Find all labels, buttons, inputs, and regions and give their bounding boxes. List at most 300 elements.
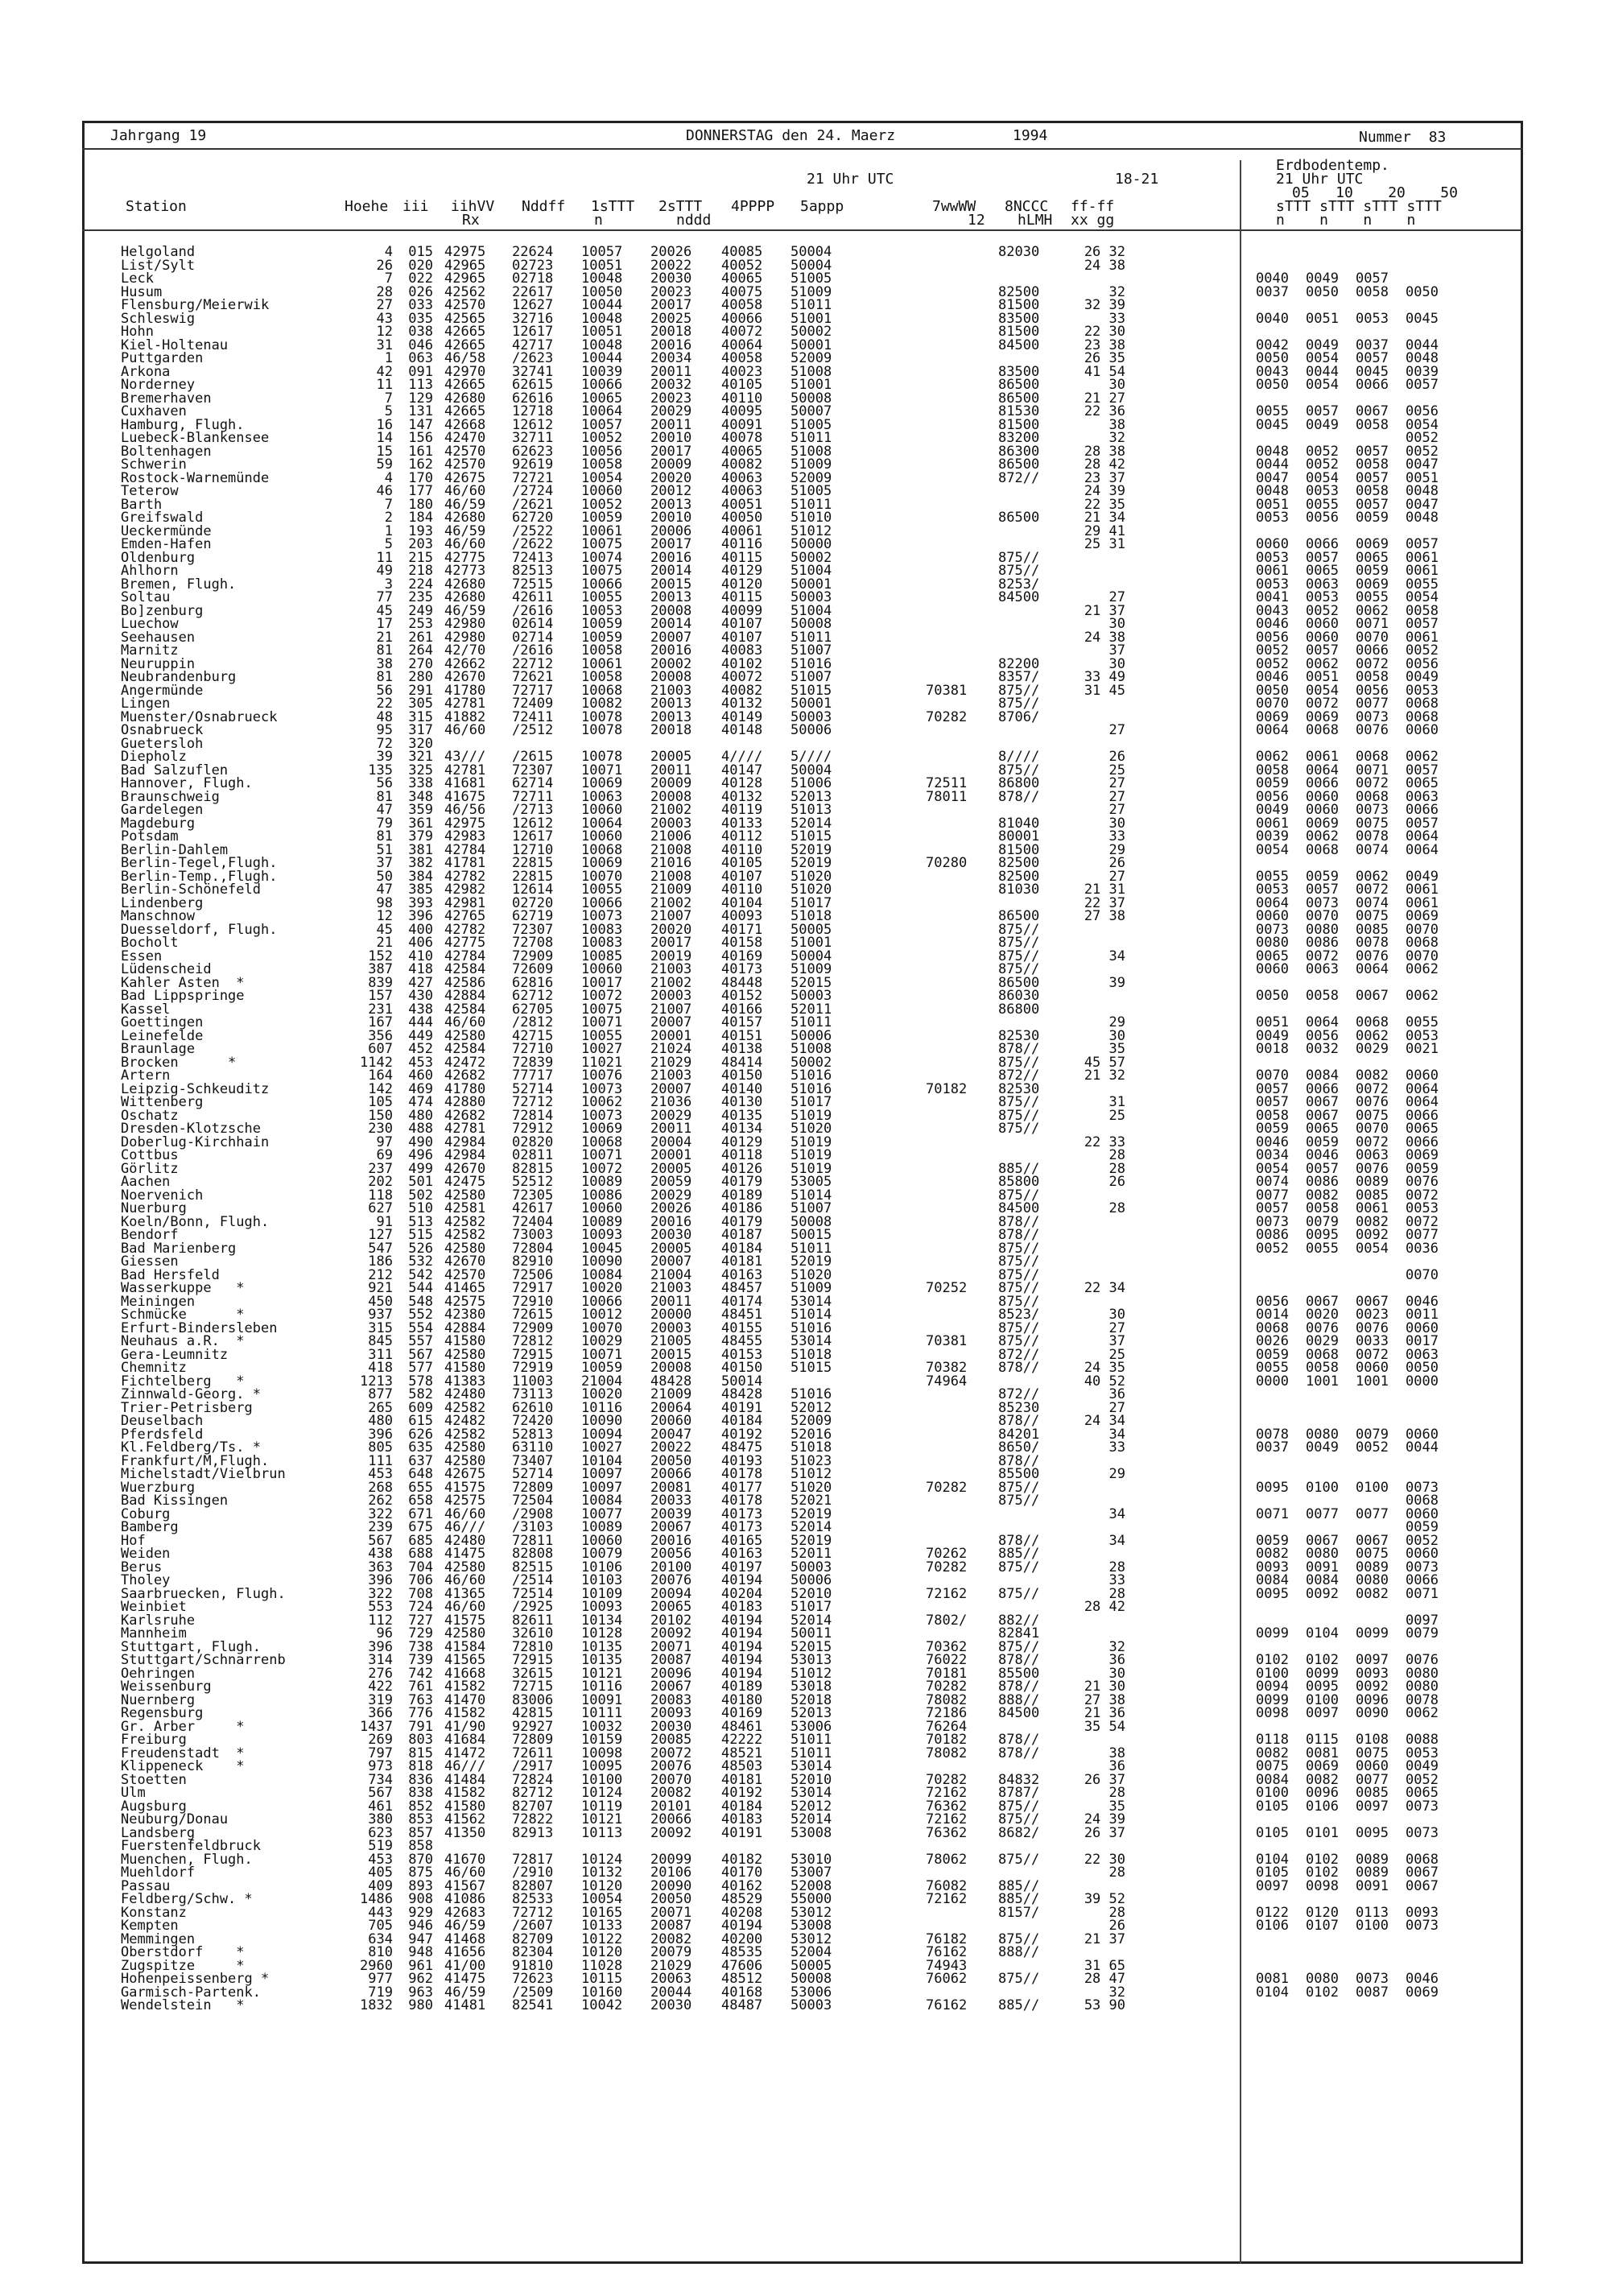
cell-soil-20: 0072 bbox=[1356, 882, 1389, 898]
col-nddff: Nddff bbox=[522, 198, 566, 215]
cell-soil-50: 0044 bbox=[1406, 337, 1439, 353]
cell-sappp: 51016 bbox=[791, 1080, 832, 1097]
utc18-label: 18-21 bbox=[1115, 171, 1159, 188]
cell-nccc: 875// bbox=[998, 1240, 1040, 1257]
cell-pppp: 40157 bbox=[721, 1014, 763, 1030]
cell-iii: 480 bbox=[408, 1107, 433, 1124]
cell-sappp: 52018 bbox=[791, 1691, 832, 1708]
cell-iii: 815 bbox=[408, 1745, 433, 1761]
cell-ttt2: 20000 bbox=[650, 1307, 692, 1323]
cell-ff: 29 bbox=[1108, 1466, 1125, 1482]
cell-station-name: Oschatz bbox=[121, 1107, 179, 1124]
cell-iihvv: 42965 bbox=[444, 270, 486, 287]
cell-ttt2: 20044 bbox=[650, 1984, 692, 2001]
cell-iii: 359 bbox=[408, 802, 433, 818]
cell-iihvv: 46/59 bbox=[444, 496, 486, 513]
cell-hoehe: 97 bbox=[376, 1134, 393, 1150]
cell-soil-50: 0056 bbox=[1406, 655, 1439, 672]
cell-ttt1: 10039 bbox=[581, 363, 623, 380]
cell-ttt1: 10066 bbox=[581, 377, 623, 393]
cell-hoehe: 269 bbox=[368, 1732, 393, 1748]
cell-nccc: 86800 bbox=[998, 775, 1040, 791]
cell-ff: 28 bbox=[1108, 1147, 1125, 1163]
cell-soil-10: 0049 bbox=[1306, 1439, 1339, 1456]
cell-nccc: 81530 bbox=[998, 403, 1040, 419]
cell-ttt1: 10095 bbox=[581, 1758, 623, 1774]
cell-soil-50: 0061 bbox=[1406, 882, 1439, 898]
cell-soil-50: 0065 bbox=[1406, 1785, 1439, 1801]
cell-iihvv: 42570 bbox=[444, 456, 486, 473]
cell-soil-10: 0068 bbox=[1306, 841, 1339, 858]
cell-hoehe: 387 bbox=[368, 961, 393, 977]
cell-sappp: 52013 bbox=[791, 1705, 832, 1721]
cell-station-name: Michelstadt/Vielbrun bbox=[121, 1466, 286, 1482]
cell-wwww: 72511 bbox=[926, 775, 968, 791]
cell-nddff: 12617 bbox=[512, 828, 554, 844]
cell-iii: 469 bbox=[408, 1080, 433, 1097]
cell-iii: 929 bbox=[408, 1904, 433, 1921]
cell-iii: 875 bbox=[408, 1864, 433, 1881]
cell-ff: 28 bbox=[1108, 1559, 1125, 1575]
cell-nddff: 32615 bbox=[512, 1665, 554, 1682]
cell-station-name: Husum bbox=[121, 283, 163, 300]
cell-hoehe: 845 bbox=[368, 1333, 393, 1349]
cell-soil-50: 0080 bbox=[1406, 1665, 1439, 1682]
cell-iii: 724 bbox=[408, 1599, 433, 1615]
cell-iihvv: 42982 bbox=[444, 882, 486, 898]
cell-nddff: 62712 bbox=[512, 988, 554, 1004]
cell-nccc: 875// bbox=[998, 1333, 1040, 1349]
cell-soil-20: 0057 bbox=[1356, 469, 1389, 486]
cell-nddff: /2512 bbox=[512, 722, 554, 738]
cell-iii: 567 bbox=[408, 1346, 433, 1363]
cell-nddff: /2622 bbox=[512, 536, 554, 552]
cell-ttt2: 20082 bbox=[650, 1785, 692, 1801]
cell-soil-50: 0060 bbox=[1406, 1319, 1439, 1336]
cell-nccc: 875// bbox=[998, 1319, 1040, 1336]
cell-ttt2: 20047 bbox=[650, 1426, 692, 1443]
cell-sappp: 52009 bbox=[791, 1413, 832, 1429]
cell-soil-20: 0060 bbox=[1356, 1360, 1389, 1376]
cell-sappp: 53007 bbox=[791, 1864, 832, 1881]
cell-ttt2: 20016 bbox=[650, 549, 692, 566]
cell-nddff: 73407 bbox=[512, 1452, 554, 1469]
cell-ff: 33 bbox=[1108, 1572, 1125, 1588]
cell-soil-05: 0071 bbox=[1256, 1505, 1289, 1522]
cell-nddff: 62616 bbox=[512, 390, 554, 407]
cell-pppp: 40107 bbox=[721, 616, 763, 632]
cell-ttt2: 20011 bbox=[650, 363, 692, 380]
cell-nddff: 62623 bbox=[512, 443, 554, 460]
cell-sappp: 51019 bbox=[791, 1134, 832, 1150]
cell-nddff: 82910 bbox=[512, 1253, 554, 1270]
cell-hoehe: 56 bbox=[376, 775, 393, 791]
cell-sappp: 51023 bbox=[791, 1452, 832, 1469]
cell-soil-10: 0067 bbox=[1306, 1094, 1339, 1110]
cell-nddff: /2607 bbox=[512, 1918, 554, 1934]
cell-ttt1: 10059 bbox=[581, 1360, 623, 1376]
cell-wwww: 70262 bbox=[926, 1546, 968, 1562]
cell-nccc: 81040 bbox=[998, 815, 1040, 832]
cell-pppp: 40191 bbox=[721, 1399, 763, 1416]
cell-iihvv: 42970 bbox=[444, 363, 486, 380]
cell-ff: 36 bbox=[1108, 1386, 1125, 1402]
cell-wwww: 70282 bbox=[926, 1771, 968, 1788]
cell-ff: 34 bbox=[1108, 1532, 1125, 1549]
cell-station-name: Ueckermünde bbox=[121, 522, 212, 539]
cell-soil-20: 0067 bbox=[1356, 988, 1389, 1004]
cell-iii: 803 bbox=[408, 1732, 433, 1748]
cell-ttt1: 10104 bbox=[581, 1452, 623, 1469]
cell-pppp: 40194 bbox=[721, 1652, 763, 1668]
cell-pppp: 40192 bbox=[721, 1426, 763, 1443]
cell-ttt1: 10057 bbox=[581, 416, 623, 433]
cell-iihvv: 42582 bbox=[444, 1213, 486, 1230]
cell-hoehe: 1 bbox=[384, 522, 393, 539]
cell-ttt1: 10079 bbox=[581, 1546, 623, 1562]
cell-hoehe: 311 bbox=[368, 1346, 393, 1363]
cell-iihvv: 42773 bbox=[444, 563, 486, 579]
cell-station-name: Marnitz bbox=[121, 642, 179, 659]
cell-station-name: Wuerzburg bbox=[121, 1479, 196, 1496]
cell-ff: 25 bbox=[1108, 1346, 1125, 1363]
cell-soil-20: 0089 bbox=[1356, 1559, 1389, 1575]
cell-ff: 38 bbox=[1108, 1745, 1125, 1761]
cell-station-name: Berus bbox=[121, 1559, 163, 1575]
cell-hoehe: 47 bbox=[376, 882, 393, 898]
col-1sttt: 1sTTT bbox=[591, 198, 635, 215]
cell-soil-20: 0029 bbox=[1356, 1041, 1389, 1057]
cell-soil-05: 0070 bbox=[1256, 696, 1289, 712]
cell-station-name: Mannheim bbox=[121, 1625, 187, 1641]
cell-iihvv: 41780 bbox=[444, 1080, 486, 1097]
cell-station-name: Soltau bbox=[121, 589, 171, 605]
cell-station-name: Neubrandenburg bbox=[121, 669, 237, 685]
cell-soil-05: 0055 bbox=[1256, 868, 1289, 885]
cell-station-name: Feldberg/Schw. * bbox=[121, 1891, 253, 1907]
cell-nccc: 86500 bbox=[998, 510, 1040, 526]
cell-iihvv: 46/59 bbox=[444, 522, 486, 539]
cell-soil-10: 0082 bbox=[1306, 1771, 1339, 1788]
cell-ff: 22 34 bbox=[1084, 1280, 1125, 1296]
cell-soil-10: 0080 bbox=[1306, 1971, 1339, 1987]
cell-iii: 317 bbox=[408, 722, 433, 738]
cell-sappp: 50006 bbox=[791, 722, 832, 738]
cell-ttt1: 10160 bbox=[581, 1984, 623, 2001]
cell-iii: 961 bbox=[408, 1957, 433, 1974]
cell-sappp: 52010 bbox=[791, 1771, 832, 1788]
cell-soil-05: 0053 bbox=[1256, 549, 1289, 566]
cell-iihvv: 41780 bbox=[444, 682, 486, 699]
cell-pppp: 40078 bbox=[721, 430, 763, 446]
cell-station-name: Stuttgart, Flugh. bbox=[121, 1638, 261, 1655]
cell-nddff: /2514 bbox=[512, 1572, 554, 1588]
cell-station-name: Tholey bbox=[121, 1572, 171, 1588]
cell-hoehe: 69 bbox=[376, 1147, 393, 1163]
cell-ff: 33 bbox=[1108, 310, 1125, 327]
cell-soil-05: 0082 bbox=[1256, 1745, 1289, 1761]
cell-soil-20: 0058 bbox=[1356, 483, 1389, 499]
cell-soil-05: 0075 bbox=[1256, 1758, 1289, 1774]
cell-hoehe: 22 bbox=[376, 696, 393, 712]
cell-station-name: Hof bbox=[121, 1532, 146, 1549]
cell-sappp: 52010 bbox=[791, 1585, 832, 1602]
cell-sappp: 52011 bbox=[791, 1001, 832, 1018]
cell-sappp: 51018 bbox=[791, 1346, 832, 1363]
cell-sappp: 51013 bbox=[791, 802, 832, 818]
cell-station-name: Koeln/Bonn, Flugh. bbox=[121, 1213, 270, 1230]
cell-station-name: Brocken * bbox=[121, 1054, 237, 1071]
cell-pppp: 40177 bbox=[721, 1479, 763, 1496]
cell-ttt2: 20059 bbox=[650, 1174, 692, 1190]
cell-nccc: 8//// bbox=[998, 749, 1040, 765]
cell-iii: 893 bbox=[408, 1877, 433, 1894]
cell-soil-10: 0073 bbox=[1306, 894, 1339, 911]
cell-nddff: 82611 bbox=[512, 1612, 554, 1629]
cell-iii: 962 bbox=[408, 1971, 433, 1987]
cell-ff: 26 bbox=[1108, 855, 1125, 871]
cell-soil-20: 0075 bbox=[1356, 815, 1389, 832]
cell-ttt2: 20026 bbox=[650, 1200, 692, 1216]
cell-iihvv: 42675 bbox=[444, 1466, 486, 1482]
cell-ff: 22 35 bbox=[1084, 496, 1125, 513]
cell-ttt1: 10073 bbox=[581, 1080, 623, 1097]
cell-nccc: 875// bbox=[998, 1054, 1040, 1071]
cell-soil-05: 0055 bbox=[1256, 1360, 1289, 1376]
cell-iihvv: 43/// bbox=[444, 749, 486, 765]
cell-ttt2: 20007 bbox=[650, 1080, 692, 1097]
cell-soil-20: 0068 bbox=[1356, 1014, 1389, 1030]
cell-hoehe: 1142 bbox=[360, 1054, 393, 1071]
cell-nddff: 72811 bbox=[512, 1532, 554, 1549]
cell-ttt1: 10054 bbox=[581, 469, 623, 486]
cell-wwww: 70282 bbox=[926, 1479, 968, 1496]
cell-ff: 29 bbox=[1108, 841, 1125, 858]
cell-nccc: 875// bbox=[998, 549, 1040, 566]
cell-sappp: 52019 bbox=[791, 855, 832, 871]
soil-depths: 05 10 20 50 bbox=[1292, 184, 1458, 201]
cell-iihvv: 42782 bbox=[444, 868, 486, 885]
cell-soil-10: 0064 bbox=[1306, 762, 1339, 778]
cell-soil-20: 0075 bbox=[1356, 1546, 1389, 1562]
cell-station-name: Puttgarden bbox=[121, 350, 204, 366]
cell-nddff: 72611 bbox=[512, 1745, 554, 1761]
cell-soil-10: 0068 bbox=[1306, 722, 1339, 738]
cell-soil-10: 0097 bbox=[1306, 1705, 1339, 1721]
cell-nddff: 82304 bbox=[512, 1944, 554, 1960]
col-4pppp: 4PPPP bbox=[731, 198, 775, 215]
cell-iihvv: 42965 bbox=[444, 257, 486, 274]
cell-soil-20: 0073 bbox=[1356, 1971, 1389, 1987]
cell-nddff: 72504 bbox=[512, 1493, 554, 1509]
cell-sappp: 51007 bbox=[791, 1200, 832, 1216]
cell-ttt2: 20005 bbox=[650, 1240, 692, 1257]
cell-ff: 28 bbox=[1108, 1160, 1125, 1177]
cell-station-name: Wendelstein * bbox=[121, 1997, 245, 2013]
cell-soil-05: 0062 bbox=[1256, 749, 1289, 765]
cell-sappp: 53008 bbox=[791, 1918, 832, 1934]
cell-station-name: Wasserkuppe * bbox=[121, 1280, 245, 1296]
cell-station-name: Görlitz bbox=[121, 1160, 179, 1177]
cell-iihvv: 42480 bbox=[444, 1386, 486, 1402]
cell-ff: 26 bbox=[1108, 749, 1125, 765]
cell-iihvv: 42683 bbox=[444, 1904, 486, 1921]
cell-soil-20: 0089 bbox=[1356, 1864, 1389, 1881]
cell-ff: 27 bbox=[1108, 1319, 1125, 1336]
cell-sappp: 50005 bbox=[791, 1957, 832, 1974]
cell-iihvv: 41465 bbox=[444, 1280, 486, 1296]
cell-nccc: 82500 bbox=[998, 283, 1040, 300]
cell-pppp: 40194 bbox=[721, 1638, 763, 1655]
cell-iii: 688 bbox=[408, 1546, 433, 1562]
cell-iii: 410 bbox=[408, 948, 433, 964]
cell-soil-10: 0059 bbox=[1306, 868, 1339, 885]
cell-hoehe: 461 bbox=[368, 1798, 393, 1815]
cell-ttt1: 10042 bbox=[581, 1997, 623, 2013]
cell-iihvv: 42472 bbox=[444, 1054, 486, 1071]
cell-ttt1: 10070 bbox=[581, 1319, 623, 1336]
cell-station-name: Berlin-Dahlem bbox=[121, 841, 229, 858]
cell-soil-50: 0053 bbox=[1406, 682, 1439, 699]
cell-soil-20: 0100 bbox=[1356, 1918, 1389, 1934]
cell-nccc: 878// bbox=[998, 1413, 1040, 1429]
cell-soil-10: 0064 bbox=[1306, 1014, 1339, 1030]
cell-sappp: 50001 bbox=[791, 337, 832, 353]
cell-nddff: 82541 bbox=[512, 1997, 554, 2013]
cell-nddff: 72910 bbox=[512, 1293, 554, 1310]
cell-soil-05: 0064 bbox=[1256, 894, 1289, 911]
cell-station-name: Braunschweig bbox=[121, 788, 220, 805]
cell-soil-05: 0050 bbox=[1256, 377, 1289, 393]
cell-ttt2: 21003 bbox=[650, 961, 692, 977]
soil-title: Erdbodentemp. bbox=[1276, 157, 1389, 174]
cell-wwww: 70181 bbox=[926, 1665, 968, 1682]
cell-iii: 396 bbox=[408, 908, 433, 924]
cell-ff: 35 54 bbox=[1084, 1718, 1125, 1735]
cell-iii: 203 bbox=[408, 536, 433, 552]
cell-hoehe: 28 bbox=[376, 283, 393, 300]
cell-station-name: Hohenpeissenberg * bbox=[121, 1971, 270, 1987]
cell-pppp: 40107 bbox=[721, 629, 763, 646]
cell-ttt1: 10055 bbox=[581, 589, 623, 605]
cell-pppp: 40184 bbox=[721, 1240, 763, 1257]
cell-nccc: 8157/ bbox=[998, 1904, 1040, 1921]
cell-ff: 27 bbox=[1108, 722, 1125, 738]
cell-iii: 908 bbox=[408, 1891, 433, 1907]
cell-sappp: 51015 bbox=[791, 828, 832, 844]
cell-pppp: 40128 bbox=[721, 775, 763, 791]
cell-soil-50: 0060 bbox=[1406, 1546, 1439, 1562]
cell-iii: 776 bbox=[408, 1705, 433, 1721]
cell-hoehe: 363 bbox=[368, 1559, 393, 1575]
cell-sappp: 52014 bbox=[791, 815, 832, 832]
cell-soil-20: 0068 bbox=[1356, 788, 1389, 805]
cell-nddff: 12617 bbox=[512, 324, 554, 340]
cell-station-name: Fichtelberg * bbox=[121, 1373, 245, 1390]
cell-soil-20: 0093 bbox=[1356, 1665, 1389, 1682]
cell-station-name: Goettingen bbox=[121, 1014, 204, 1030]
cell-ff: 31 45 bbox=[1084, 682, 1125, 699]
cell-station-name: Neuruppin bbox=[121, 655, 196, 672]
cell-nccc: 872// bbox=[998, 469, 1040, 486]
utc21-label: 21 Uhr UTC bbox=[807, 171, 894, 188]
cell-ttt1: 10073 bbox=[581, 1107, 623, 1124]
cell-pppp: 40075 bbox=[721, 283, 763, 300]
cell-iihvv: 42586 bbox=[444, 974, 486, 991]
cell-soil-50: 0060 bbox=[1406, 1426, 1439, 1443]
cell-ttt2: 20023 bbox=[650, 283, 692, 300]
cell-soil-50: 0047 bbox=[1406, 456, 1439, 473]
cell-sappp: 50003 bbox=[791, 988, 832, 1004]
cell-nccc: 875// bbox=[998, 1811, 1040, 1827]
cell-sappp: 51011 bbox=[791, 1732, 832, 1748]
cell-station-name: Hannover, Flugh. bbox=[121, 775, 253, 791]
cell-hoehe: 547 bbox=[368, 1240, 393, 1257]
cell-station-name: Bad Lippspringe bbox=[121, 988, 245, 1004]
cell-ttt2: 20018 bbox=[650, 324, 692, 340]
cell-ttt1: 10119 bbox=[581, 1798, 623, 1815]
cell-nddff: 72814 bbox=[512, 1107, 554, 1124]
cell-soil-05: 0045 bbox=[1256, 416, 1289, 433]
cell-ff: 24 38 bbox=[1084, 629, 1125, 646]
cell-ttt1: 10065 bbox=[581, 390, 623, 407]
cell-hoehe: 77 bbox=[376, 589, 393, 605]
cell-ttt2: 20020 bbox=[650, 921, 692, 938]
cell-ff: 26 37 bbox=[1084, 1771, 1125, 1788]
cell-soil-50: 0048 bbox=[1406, 510, 1439, 526]
cell-hoehe: 450 bbox=[368, 1293, 393, 1310]
cell-wwww: 70282 bbox=[926, 1679, 968, 1695]
cell-soil-20: 0057 bbox=[1356, 443, 1389, 460]
cell-nccc: 82530 bbox=[998, 1027, 1040, 1044]
cell-soil-10: 0057 bbox=[1306, 642, 1339, 659]
cell-nddff: 72615 bbox=[512, 1307, 554, 1323]
cell-station-name: Arkona bbox=[121, 363, 171, 380]
cell-hoehe: 43 bbox=[376, 310, 393, 327]
cell-iihvv: 46/// bbox=[444, 1519, 486, 1535]
cell-sappp: 51019 bbox=[791, 1160, 832, 1177]
cell-station-name: Bendorf bbox=[121, 1227, 179, 1243]
cell-soil-05: 0097 bbox=[1256, 1877, 1289, 1894]
cell-nccc: 882// bbox=[998, 1612, 1040, 1629]
cell-soil-05: 0055 bbox=[1256, 403, 1289, 419]
cell-pppp: 40132 bbox=[721, 696, 763, 712]
cell-ttt2: 20072 bbox=[650, 1745, 692, 1761]
cell-sappp: 52009 bbox=[791, 469, 832, 486]
cell-station-name: Hamburg, Flugh. bbox=[121, 416, 245, 433]
cell-soil-10: 0080 bbox=[1306, 1426, 1339, 1443]
cell-nddff: /2621 bbox=[512, 496, 554, 513]
cell-soil-50: 0070 bbox=[1406, 1266, 1439, 1283]
cell-ttt1: 10089 bbox=[581, 1174, 623, 1190]
cell-iihvv: 42980 bbox=[444, 629, 486, 646]
soil-sub: 21 Uhr UTC bbox=[1276, 171, 1364, 188]
cell-iihvv: 41582 bbox=[444, 1679, 486, 1695]
cell-ttt2: 20092 bbox=[650, 1625, 692, 1641]
cell-station-name: Artern bbox=[121, 1067, 171, 1084]
cell-ttt1: 10056 bbox=[581, 443, 623, 460]
cell-hoehe: 81 bbox=[376, 642, 393, 659]
cell-soil-10: 0080 bbox=[1306, 1546, 1339, 1562]
cell-iihvv: 41882 bbox=[444, 708, 486, 725]
cell-wwww: 78082 bbox=[926, 1745, 968, 1761]
cell-nccc: 84201 bbox=[998, 1426, 1040, 1443]
cell-ff: 28 bbox=[1108, 1904, 1125, 1921]
cell-nddff: 92927 bbox=[512, 1718, 554, 1735]
cell-ttt1: 10128 bbox=[581, 1625, 623, 1641]
cell-station-name: Bo]zenburg bbox=[121, 602, 204, 619]
cell-station-name: Hohn bbox=[121, 324, 154, 340]
